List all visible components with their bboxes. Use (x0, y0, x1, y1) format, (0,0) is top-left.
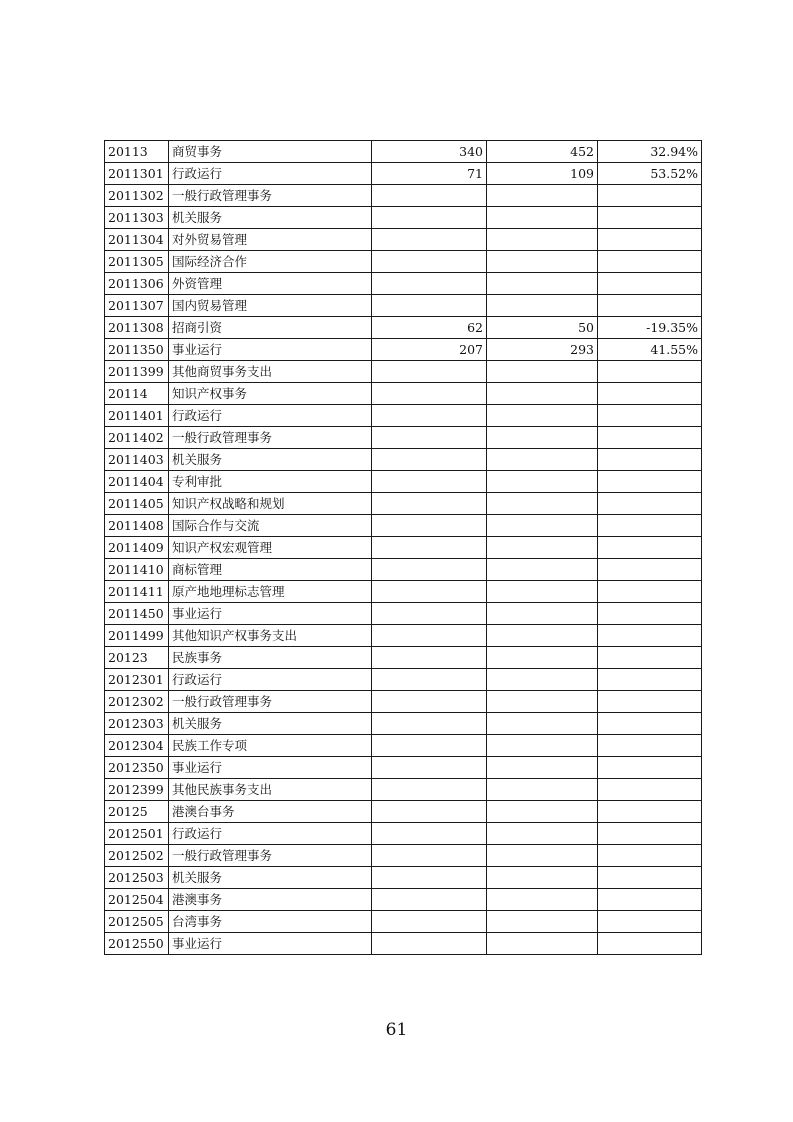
item-code-cell: 2012505 (105, 911, 169, 933)
value-2-cell (487, 493, 598, 515)
item-name-cell: 原产地地理标志管理 (169, 581, 372, 603)
budget-table (104, 140, 702, 955)
change-percent-cell (598, 691, 702, 713)
item-name-cell: 机关服务 (169, 207, 372, 229)
item-name-cell: 其他商贸事务支出 (169, 361, 372, 383)
value-2-cell (487, 691, 598, 713)
change-percent-cell (598, 537, 702, 559)
item-name-cell: 一般行政管理事务 (169, 845, 372, 867)
item-code-cell: 2011302 (105, 185, 169, 207)
item-name-cell: 国际合作与交流 (169, 515, 372, 537)
change-percent-cell: 53.52% (598, 163, 702, 185)
item-name-cell: 国际经济合作 (169, 251, 372, 273)
value-2-cell (487, 405, 598, 427)
table-row (105, 889, 702, 911)
item-name-cell: 机关服务 (169, 713, 372, 735)
page-number: 61 (385, 1020, 408, 1040)
value-2-cell (487, 603, 598, 625)
table-row (105, 691, 702, 713)
item-code-cell: 20125 (105, 801, 169, 823)
change-percent-cell (598, 449, 702, 471)
item-code-cell: 2011402 (105, 427, 169, 449)
value-1-cell (372, 647, 487, 669)
change-percent-cell (598, 471, 702, 493)
change-percent-cell (598, 361, 702, 383)
item-name-cell: 民族事务 (169, 647, 372, 669)
change-percent-cell (598, 823, 702, 845)
table-row (105, 647, 702, 669)
value-1-cell (372, 229, 487, 251)
change-percent-cell (598, 295, 702, 317)
value-1-cell (372, 823, 487, 845)
value-1-cell (372, 669, 487, 691)
value-1-cell (372, 625, 487, 647)
value-1-cell (372, 405, 487, 427)
item-name-cell: 事业运行 (169, 757, 372, 779)
item-name-cell: 机关服务 (169, 449, 372, 471)
item-name-cell: 专利审批 (169, 471, 372, 493)
value-2-cell (487, 207, 598, 229)
item-code-cell: 20114 (105, 383, 169, 405)
change-percent-cell (598, 625, 702, 647)
change-percent-cell (598, 669, 702, 691)
table-row (105, 603, 702, 625)
change-percent-cell (598, 713, 702, 735)
value-1-cell: 340 (372, 141, 487, 163)
table-row (105, 537, 702, 559)
item-code-cell: 20113 (105, 141, 169, 163)
value-2-cell: 109 (487, 163, 598, 185)
item-code-cell: 2011409 (105, 537, 169, 559)
item-code-cell: 2011408 (105, 515, 169, 537)
item-name-cell: 其他知识产权事务支出 (169, 625, 372, 647)
value-1-cell (372, 889, 487, 911)
value-1-cell (372, 471, 487, 493)
value-1-cell: 207 (372, 339, 487, 361)
value-2-cell (487, 823, 598, 845)
value-2-cell (487, 383, 598, 405)
value-2-cell (487, 229, 598, 251)
item-name-cell: 港澳事务 (169, 889, 372, 911)
value-1-cell (372, 559, 487, 581)
value-2-cell (487, 449, 598, 471)
table-row (105, 141, 702, 163)
value-1-cell (372, 713, 487, 735)
value-2-cell (487, 801, 598, 823)
table-row (105, 493, 702, 515)
item-code-cell: 2012303 (105, 713, 169, 735)
item-name-cell: 对外贸易管理 (169, 229, 372, 251)
table-row (105, 427, 702, 449)
value-2-cell (487, 669, 598, 691)
item-name-cell: 其他民族事务支出 (169, 779, 372, 801)
change-percent-cell (598, 735, 702, 757)
value-1-cell (372, 515, 487, 537)
value-1-cell (372, 427, 487, 449)
change-percent-cell (598, 493, 702, 515)
change-percent-cell (598, 405, 702, 427)
item-code-cell: 2012550 (105, 933, 169, 955)
value-2-cell (487, 757, 598, 779)
value-1-cell (372, 933, 487, 955)
item-code-cell: 2011450 (105, 603, 169, 625)
value-2-cell (487, 625, 598, 647)
item-name-cell: 知识产权宏观管理 (169, 537, 372, 559)
value-1-cell (372, 537, 487, 559)
value-2-cell (487, 867, 598, 889)
value-1-cell (372, 449, 487, 471)
item-code-cell: 2012304 (105, 735, 169, 757)
item-name-cell: 民族工作专项 (169, 735, 372, 757)
item-code-cell: 2012302 (105, 691, 169, 713)
table-row (105, 911, 702, 933)
item-code-cell: 2011303 (105, 207, 169, 229)
change-percent-cell (598, 383, 702, 405)
table-row (105, 185, 702, 207)
item-code-cell: 2011305 (105, 251, 169, 273)
change-percent-cell (598, 889, 702, 911)
table-row (105, 845, 702, 867)
value-1-cell (372, 581, 487, 603)
item-code-cell: 2011399 (105, 361, 169, 383)
table-row (105, 317, 702, 339)
value-1-cell (372, 493, 487, 515)
change-percent-cell (598, 185, 702, 207)
item-code-cell: 2011306 (105, 273, 169, 295)
table-row (105, 801, 702, 823)
change-percent-cell (598, 779, 702, 801)
item-name-cell: 知识产权事务 (169, 383, 372, 405)
value-1-cell (372, 735, 487, 757)
item-code-cell: 2011410 (105, 559, 169, 581)
item-code-cell: 2012350 (105, 757, 169, 779)
value-1-cell (372, 273, 487, 295)
change-percent-cell (598, 801, 702, 823)
item-name-cell: 港澳台事务 (169, 801, 372, 823)
item-name-cell: 行政运行 (169, 823, 372, 845)
change-percent-cell (598, 427, 702, 449)
change-percent-cell (598, 845, 702, 867)
change-percent-cell: 32.94% (598, 141, 702, 163)
table-row (105, 933, 702, 955)
change-percent-cell (598, 229, 702, 251)
table-row (105, 625, 702, 647)
value-1-cell (372, 185, 487, 207)
change-percent-cell (598, 647, 702, 669)
table-row (105, 251, 702, 273)
item-name-cell: 知识产权战略和规划 (169, 493, 372, 515)
table-row (105, 383, 702, 405)
item-code-cell: 20123 (105, 647, 169, 669)
item-code-cell: 2012501 (105, 823, 169, 845)
value-2-cell (487, 889, 598, 911)
item-name-cell: 机关服务 (169, 867, 372, 889)
value-2-cell (487, 537, 598, 559)
value-2-cell: 293 (487, 339, 598, 361)
table-row (105, 295, 702, 317)
table-row (105, 867, 702, 889)
item-name-cell: 事业运行 (169, 933, 372, 955)
table-row (105, 163, 702, 185)
value-2-cell (487, 471, 598, 493)
item-code-cell: 2011350 (105, 339, 169, 361)
item-name-cell: 一般行政管理事务 (169, 427, 372, 449)
value-1-cell: 62 (372, 317, 487, 339)
item-code-cell: 2011411 (105, 581, 169, 603)
table-row (105, 471, 702, 493)
value-1-cell (372, 845, 487, 867)
item-code-cell: 2011401 (105, 405, 169, 427)
change-percent-cell (598, 933, 702, 955)
value-2-cell (487, 515, 598, 537)
item-name-cell: 行政运行 (169, 405, 372, 427)
value-1-cell (372, 207, 487, 229)
item-name-cell: 台湾事务 (169, 911, 372, 933)
value-2-cell (487, 647, 598, 669)
change-percent-cell (598, 757, 702, 779)
item-name-cell: 事业运行 (169, 339, 372, 361)
table-row (105, 757, 702, 779)
table-row (105, 735, 702, 757)
item-code-cell: 2011403 (105, 449, 169, 471)
item-name-cell: 招商引资 (169, 317, 372, 339)
item-name-cell: 行政运行 (169, 669, 372, 691)
value-1-cell (372, 867, 487, 889)
item-code-cell: 2012502 (105, 845, 169, 867)
item-code-cell: 2011405 (105, 493, 169, 515)
value-2-cell (487, 933, 598, 955)
table-row (105, 273, 702, 295)
item-name-cell: 行政运行 (169, 163, 372, 185)
table-row (105, 713, 702, 735)
change-percent-cell (598, 581, 702, 603)
item-code-cell: 2011404 (105, 471, 169, 493)
item-code-cell: 2011499 (105, 625, 169, 647)
item-name-cell: 国内贸易管理 (169, 295, 372, 317)
value-2-cell (487, 361, 598, 383)
table-row (105, 229, 702, 251)
change-percent-cell (598, 559, 702, 581)
value-1-cell (372, 383, 487, 405)
value-1-cell (372, 779, 487, 801)
table-row (105, 669, 702, 691)
value-1-cell (372, 911, 487, 933)
change-percent-cell (598, 867, 702, 889)
item-name-cell: 商贸事务 (169, 141, 372, 163)
item-code-cell: 2012504 (105, 889, 169, 911)
value-1-cell (372, 361, 487, 383)
item-code-cell: 2012301 (105, 669, 169, 691)
value-1-cell (372, 251, 487, 273)
value-2-cell (487, 581, 598, 603)
value-2-cell (487, 273, 598, 295)
value-2-cell (487, 251, 598, 273)
value-1-cell (372, 801, 487, 823)
item-name-cell: 商标管理 (169, 559, 372, 581)
value-2-cell (487, 845, 598, 867)
value-2-cell (487, 779, 598, 801)
change-percent-cell (598, 911, 702, 933)
table-body (105, 141, 702, 955)
change-percent-cell: -19.35% (598, 317, 702, 339)
table-row (105, 449, 702, 471)
change-percent-cell: 41.55% (598, 339, 702, 361)
item-name-cell: 事业运行 (169, 603, 372, 625)
item-code-cell: 2011307 (105, 295, 169, 317)
value-2-cell (487, 559, 598, 581)
table-row (105, 581, 702, 603)
change-percent-cell (598, 207, 702, 229)
table-row (105, 779, 702, 801)
value-1-cell (372, 603, 487, 625)
value-1-cell: 71 (372, 163, 487, 185)
value-2-cell (487, 427, 598, 449)
table-row (105, 405, 702, 427)
item-code-cell: 2011304 (105, 229, 169, 251)
value-2-cell (487, 713, 598, 735)
change-percent-cell (598, 603, 702, 625)
value-1-cell (372, 757, 487, 779)
value-2-cell (487, 911, 598, 933)
change-percent-cell (598, 515, 702, 537)
table-row (105, 339, 702, 361)
item-code-cell: 2012399 (105, 779, 169, 801)
table-row (105, 207, 702, 229)
value-2-cell (487, 185, 598, 207)
table-row (105, 823, 702, 845)
change-percent-cell (598, 251, 702, 273)
value-2-cell: 50 (487, 317, 598, 339)
item-name-cell: 外资管理 (169, 273, 372, 295)
value-2-cell (487, 735, 598, 757)
value-1-cell (372, 691, 487, 713)
value-2-cell: 452 (487, 141, 598, 163)
value-2-cell (487, 295, 598, 317)
table-row (105, 515, 702, 537)
item-name-cell: 一般行政管理事务 (169, 691, 372, 713)
table-row (105, 559, 702, 581)
change-percent-cell (598, 273, 702, 295)
item-name-cell: 一般行政管理事务 (169, 185, 372, 207)
table-row (105, 361, 702, 383)
item-code-cell: 2012503 (105, 867, 169, 889)
value-1-cell (372, 295, 487, 317)
item-code-cell: 2011301 (105, 163, 169, 185)
item-code-cell: 2011308 (105, 317, 169, 339)
